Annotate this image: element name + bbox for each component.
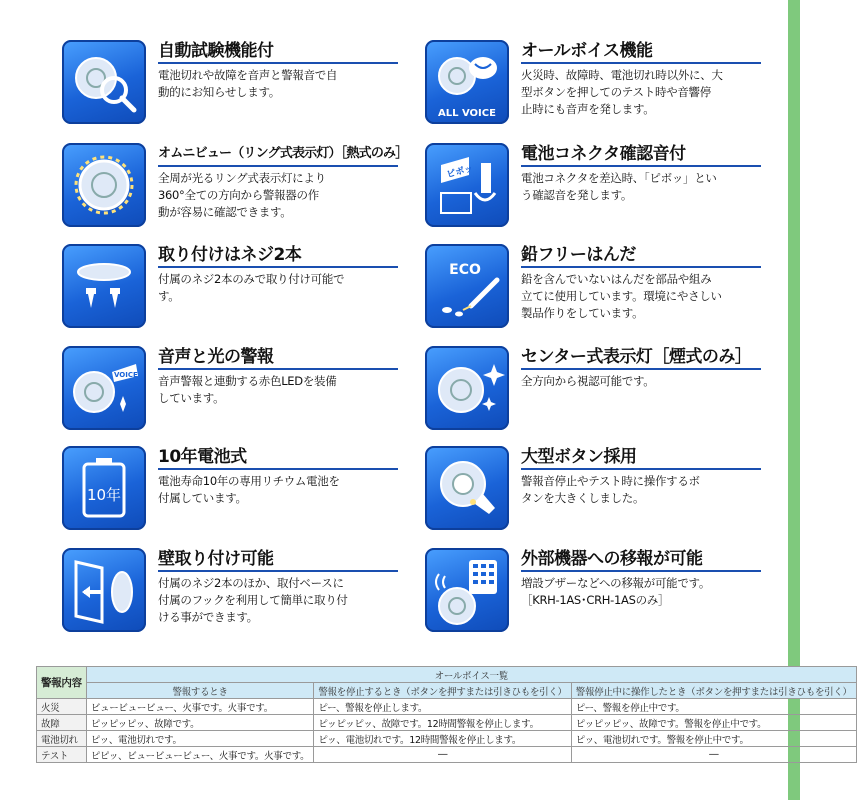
row-label: テスト [37, 747, 87, 763]
feature-external-device [425, 548, 765, 648]
feature-all-voice [425, 40, 765, 140]
feature-title: 外部機器への移報が可能 [521, 548, 761, 572]
table-row [37, 747, 857, 763]
large-button-icon [425, 446, 509, 530]
feature-battery-connector [425, 143, 765, 243]
feature-desc: 電池コネクタを差込時、「ピボッ」とい う確認音を発します。 [521, 171, 717, 202]
table-row [37, 731, 857, 747]
table-group-header: オールボイス一覧 [86, 667, 856, 683]
feature-desc: 増設ブザーなどへの移報が可能です。 ［KRH-1AS･CRH-1ASのみ］ [521, 576, 711, 607]
table-col-header: 警報停止中に操作したとき（ボタンを押すまたは引きひもを引く） [571, 683, 856, 699]
table-cell: ビュービュービュー、火事です。火事です。 [86, 699, 314, 715]
row-label: 電池切れ [37, 731, 87, 747]
feature-desc: 警報音停止やテスト時に操作するボ タンを大きくしました。 [521, 474, 700, 505]
feature-desc: 音声警報と連動する赤色LEDを装備 しています。 [158, 374, 337, 405]
voice-label: VOICE [114, 371, 138, 379]
feature-title: 10年電池式 [158, 446, 398, 470]
row-label: 火災 [37, 699, 87, 715]
feature-wall-mount [62, 548, 402, 648]
feature-title: 自動試験機能付 [158, 40, 398, 64]
feature-desc: 全方向から視認可能です。 [521, 374, 655, 388]
feature-desc: 付属のネジ2本のみで取り付け可能で す。 [158, 272, 345, 303]
feature-title: 大型ボタン採用 [521, 446, 761, 470]
all-voice-icon [425, 40, 509, 124]
all-voice-table [36, 666, 857, 763]
screws-icon [62, 244, 146, 328]
feature-title: オールボイス機能 [521, 40, 761, 64]
feature-title: 音声と光の警報 [158, 346, 398, 370]
feature-desc: 電池切れや故障を音声と警報音で自 動的にお知らせします。 [158, 68, 338, 99]
feature-voice-light [62, 346, 402, 446]
table-cell: ピッピッピッ、故障です。12時間警報を停止します。 [314, 715, 571, 731]
feature-desc: 電池寿命10年の専用リチウム電池を 付属しています。 [158, 474, 340, 505]
external-device-icon [425, 548, 509, 632]
feature-two-screws [62, 244, 402, 344]
feature-desc: 付属のネジ2本のほか、取付ベースに 付属のフックを利用して簡単に取り付 ける事ができます。 [158, 576, 348, 624]
table-cell: ピッ、電池切れです。12時間警報を停止します。 [314, 731, 571, 747]
feature-lead-free-solder [425, 244, 765, 344]
table-row [37, 699, 857, 715]
feature-omniview [62, 143, 408, 243]
table-cell: ピッ、電池切れです。 [86, 731, 314, 747]
center-light-icon [425, 346, 509, 430]
table-col-header: 警報を停止するとき（ボタンを押すまたは引きひもを引く） [314, 683, 571, 699]
battery-connector-icon [425, 143, 509, 227]
table-row [37, 715, 857, 731]
ring-light-icon [62, 143, 146, 227]
wall-mount-icon [62, 548, 146, 632]
table-cell: ピッピッピッ、故障です。 [86, 715, 314, 731]
pibo-label: ピボッ [445, 163, 475, 181]
feature-center-light [425, 346, 765, 446]
battery-label: 10年 [86, 486, 122, 504]
feature-large-button [425, 446, 765, 546]
feature-auto-test [62, 40, 402, 140]
voice-light-icon [62, 346, 146, 430]
feature-10-year-battery [62, 446, 402, 546]
feature-title: オムニビュー（リング式表示灯）［熱式のみ］ [158, 143, 398, 167]
feature-title: 電池コネクタ確認音付 [521, 143, 761, 167]
feature-title: センター式表示灯［煙式のみ］ [521, 346, 761, 370]
feature-title: 取り付けはネジ2本 [158, 244, 398, 268]
feature-desc: 火災時、故障時、電池切れ時以外に、大 型ボタンを押してのテスト時や音響停 止時にも音声を発します。 [521, 68, 723, 116]
eco-label: ECO [449, 262, 481, 278]
all-voice-label: ALL VOICE [438, 108, 496, 119]
table-col-header: 警報するとき [86, 683, 314, 699]
table-cell: ― [571, 747, 856, 763]
table-cell: ― [314, 747, 571, 763]
table-cell: ピー、警報を停止中です。 [571, 699, 856, 715]
eco-solder-icon [425, 244, 509, 328]
magnifier-detector-icon [62, 40, 146, 124]
feature-desc: 全周が光るリング式表示灯により 360°全ての方向から警報器の作 動が容易に確認できます。 [158, 171, 326, 219]
table-cell: ピッ、電池切れです。警報を停止中です。 [571, 731, 856, 747]
table-corner: 警報内容 [37, 667, 87, 699]
feature-title: 鉛フリーはんだ [521, 244, 761, 268]
feature-desc: 鉛を含んでいないはんだを部品や組み 立てに使用しています。環境にやさしい 製品作りをしています。 [521, 272, 722, 320]
battery-10year-icon [62, 446, 146, 530]
row-label: 故障 [37, 715, 87, 731]
table-cell: ピッピッピッ、故障です。警報を停止中です。 [571, 715, 856, 731]
feature-title: 壁取り付け可能 [158, 548, 398, 572]
table-cell: ピー、警報を停止します。 [314, 699, 571, 715]
table-cell: ピピッ、ビュービュービュー、火事です。火事です。 [86, 747, 314, 763]
